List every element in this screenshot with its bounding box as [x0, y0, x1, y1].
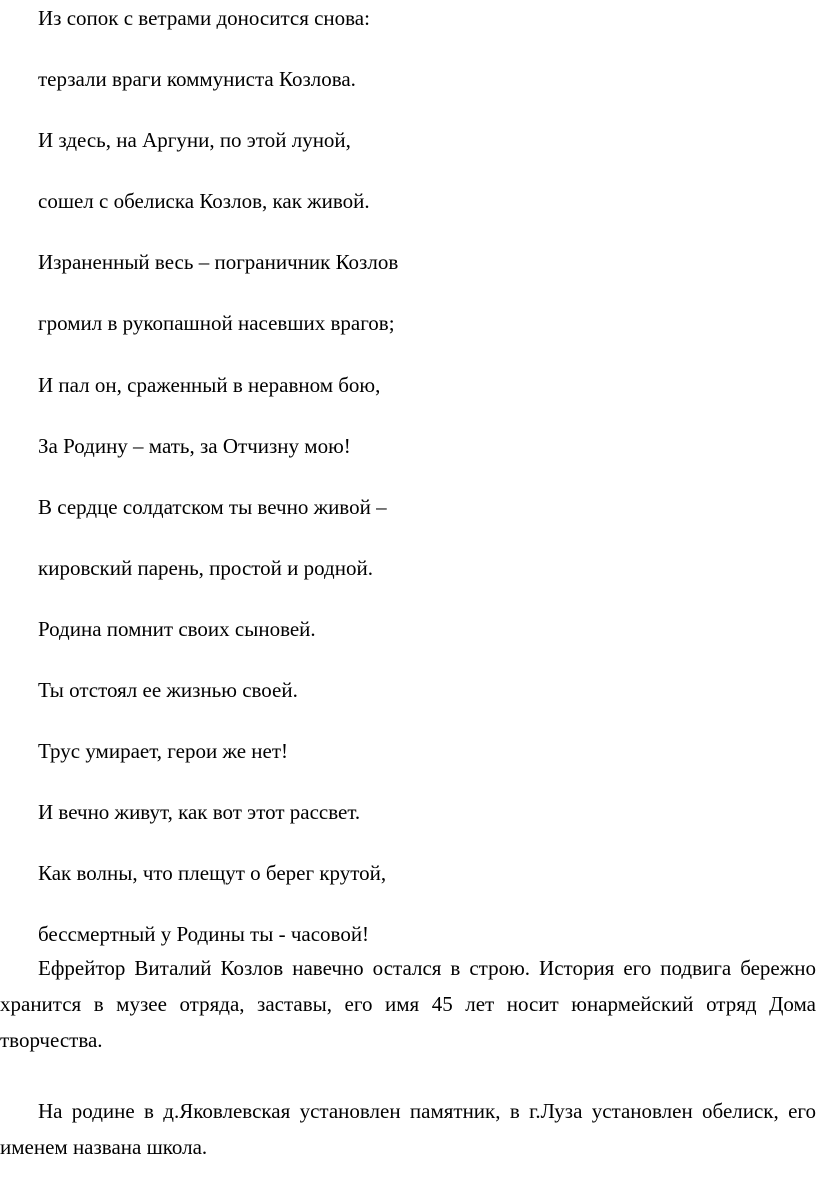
- poem-line: И вечно живут, как вот этот рассвет.: [38, 800, 361, 825]
- paragraph-monument: На родине в д.Яковлевская установлен памятник, в г.Луза установлен обелиск, его именем названа школа.: [0, 1099, 816, 1159]
- poem-line: За Родину – мать, за Отчизну мою!: [38, 433, 351, 458]
- poem-line: И пал он, сраженный в неравном бою,: [38, 372, 381, 397]
- paragraph-kozlov-memory: Ефрейтор Виталий Козлов навечно остался в строю. История его подвига бережно хранится в музее отряда, заставы, его имя 45 лет носит юнармейский отряд Дома творчества.: [0, 956, 816, 1052]
- poem-line: Как волны, что плещут о берег крутой,: [38, 861, 387, 886]
- poem-line: В сердце солдатском ты вечно живой –: [38, 494, 387, 519]
- poem-line: Родина помнит своих сыновей.: [38, 616, 316, 641]
- poem-line: Из сопок с ветрами доносится снова:: [38, 6, 370, 30]
- poem-line: И здесь, на Аргуни, по этой луной,: [38, 128, 351, 153]
- poem-line: сошел с обелиска Козлов, как живой.: [38, 189, 370, 214]
- poem-line: громил в рукопашной насевших врагов;: [38, 311, 395, 336]
- poem: [38, 0, 798, 978]
- poem-line: терзали враги коммуниста Козлова.: [38, 67, 356, 92]
- poem-line: кировский парень, простой и родной.: [38, 555, 373, 580]
- poem-line: бессмертный у Родины ты - часовой!: [38, 922, 370, 947]
- poem-line: Трус умирает, герои же нет!: [38, 739, 288, 764]
- poem-line: Израненный весь – пограничник Козлов: [38, 250, 399, 275]
- poem-line: Ты отстоял ее жизнью своей.: [38, 678, 298, 703]
